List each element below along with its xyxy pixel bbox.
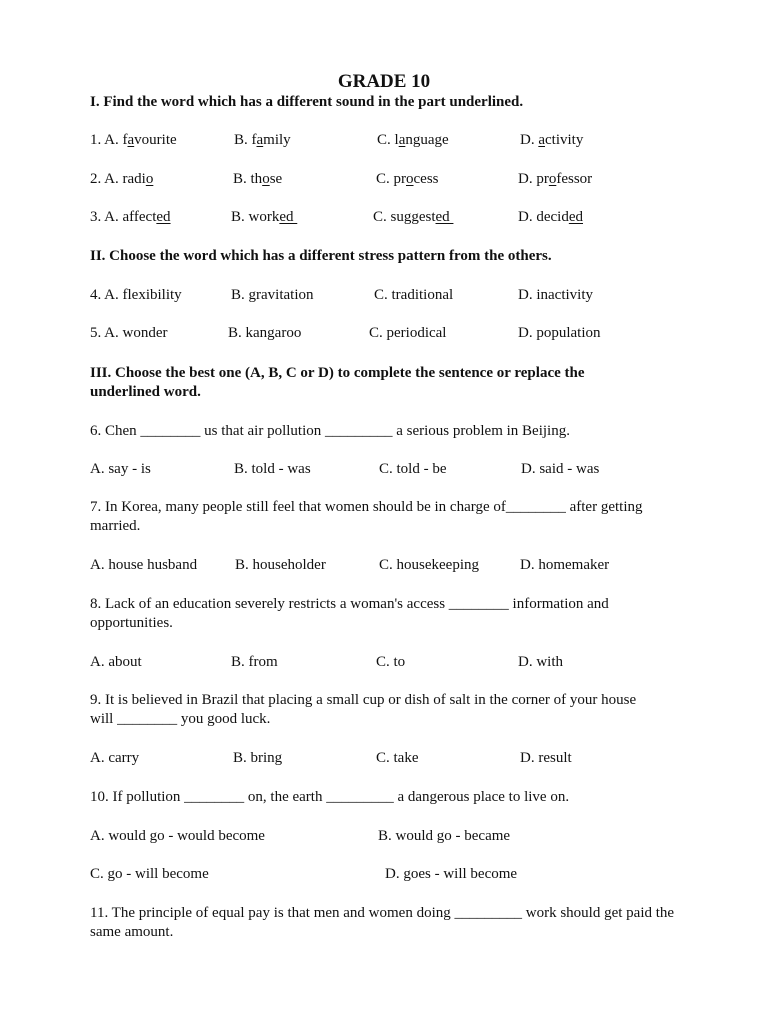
- q3-option-d: D. decided: [518, 209, 583, 225]
- q4-option-a: 4. A. flexibility: [90, 287, 182, 303]
- q7-option-b: B. householder: [235, 557, 326, 573]
- q9-option-b: B. bring: [233, 750, 283, 766]
- q3-option-a: 3. A. affected: [90, 209, 171, 225]
- q4-option-b: B. gravitation: [231, 287, 314, 303]
- q7-option-d: D. homemaker: [520, 557, 610, 573]
- q2-option-d: D. professor: [518, 171, 593, 187]
- question-6-options: [0, 460, 768, 480]
- question-10-text: 10. If pollution ________ on, the earth _________ a dangerous place to live on.: [90, 789, 570, 805]
- q8-option-d: D. with: [518, 654, 563, 670]
- q1-option-c: C. language: [377, 132, 449, 148]
- q8-option-b: B. from: [231, 654, 278, 670]
- q2-option-c: C. process: [376, 171, 439, 187]
- question-11-text: 11. The principle of equal pay is that men and women doing _________ work should get paid the same amount.: [90, 905, 675, 940]
- q5-option-a: 5. A. wonder: [90, 325, 168, 341]
- q2-option-b: B. those: [233, 171, 283, 187]
- q6-option-c: C. told - be: [379, 461, 447, 477]
- section-2-heading: II. Choose the word which has a different stress pattern from the others.: [90, 248, 552, 264]
- question-8-options: [0, 653, 768, 673]
- q1-option-a: 1. A. favourite: [90, 132, 177, 148]
- q3-option-b: B. worked: [231, 209, 298, 225]
- question-7-text: 7. In Korea, many people still feel that women should be in charge of________ after getting married.: [90, 499, 643, 534]
- q7-option-a: A. house husband: [90, 557, 198, 573]
- q3-option-c: C. suggested: [373, 209, 454, 225]
- q10-option-a: A. would go - would become: [90, 828, 265, 844]
- question-3-options: [0, 208, 768, 228]
- question-7-options: [0, 556, 768, 576]
- q6-option-a: A. say - is: [90, 461, 151, 477]
- q10-option-d: D. goes - will become: [385, 866, 518, 882]
- q2-option-a: 2. A. radio: [90, 171, 154, 187]
- q1-option-b: B. family: [234, 132, 291, 148]
- q4-option-d: D. inactivity: [518, 287, 593, 303]
- question-10-options-row-2: [0, 865, 768, 885]
- question-8-text: 8. Lack of an education severely restricts a woman's access ________ information and opportunities.: [90, 596, 609, 631]
- question-5-options: [0, 324, 768, 344]
- q5-option-c: C. periodical: [369, 325, 447, 341]
- q5-option-d: D. population: [518, 325, 601, 341]
- question-1-options: [0, 131, 768, 151]
- q8-option-c: C. to: [376, 654, 406, 670]
- q5-option-b: B. kangaroo: [228, 325, 302, 341]
- section-3-heading: III. Choose the best one (A, B, C or D) to complete the sentence or replace the underlined word.: [90, 365, 585, 400]
- page-title: GRADE 10: [337, 71, 431, 92]
- q9-option-a: A. carry: [90, 750, 140, 766]
- question-6-text: 6. Chen ________ us that air pollution _________ a serious problem in Beijing.: [90, 423, 570, 439]
- q8-option-a: A. about: [90, 654, 142, 670]
- q6-option-d: D. said - was: [521, 461, 600, 477]
- question-4-options: [0, 286, 768, 306]
- question-2-options: [0, 170, 768, 190]
- q9-option-c: C. take: [376, 750, 419, 766]
- q1-option-d: D. activity: [520, 132, 584, 148]
- q10-option-c: C. go - will become: [90, 866, 209, 882]
- question-9-options: [0, 749, 768, 769]
- q10-option-b: B. would go - became: [378, 828, 511, 844]
- q4-option-c: C. traditional: [374, 287, 454, 303]
- q6-option-b: B. told - was: [234, 461, 311, 477]
- q7-option-c: C. housekeeping: [379, 557, 479, 573]
- section-1-heading: I. Find the word which has a different sound in the part underlined.: [90, 94, 524, 110]
- question-10-options-row-1: [0, 827, 768, 847]
- q9-option-d: D. result: [520, 750, 572, 766]
- question-9-text: 9. It is believed in Brazil that placing a small cup or dish of salt in the corner of your house will ________ you good luck.: [90, 692, 637, 727]
